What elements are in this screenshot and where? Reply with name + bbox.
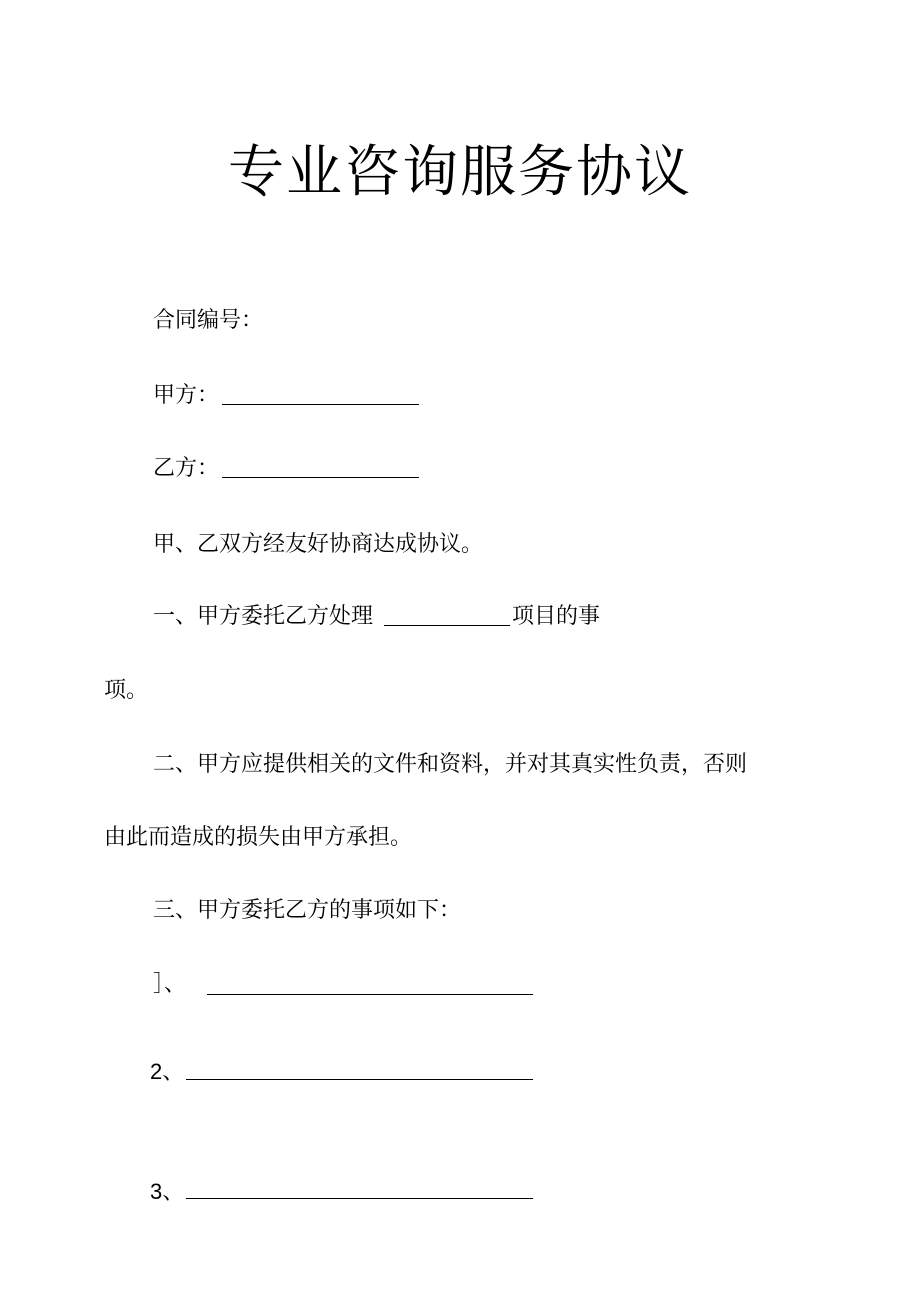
party-b-label: 乙方： (153, 456, 220, 481)
item-2-blank[interactable] (186, 1079, 533, 1080)
contract-number-label: 合同编号： (153, 308, 264, 333)
clause2-line2: 由此而造成的损失由甲方承担。 (104, 825, 413, 850)
clause1-text-start: 一、甲方委托乙方处理 (153, 604, 374, 629)
clause1-continuation: 项。 (104, 678, 149, 703)
party-b-blank[interactable] (222, 477, 419, 478)
item-1-blank[interactable] (207, 994, 533, 995)
clause2-line1: 二、甲方应提供相关的文件和资料，并对其真实性负责，否则 (153, 752, 748, 777)
item-1-label: ］、 (153, 972, 187, 997)
item-2-label: 2、 (150, 1059, 185, 1084)
party-a-blank[interactable] (222, 404, 419, 405)
intro-paragraph: 甲、乙双方经友好协商达成协议。 (153, 532, 484, 557)
party-a-label: 甲方： (153, 383, 220, 408)
clause3-heading: 三、甲方委托乙方的事项如下： (153, 898, 462, 923)
item-3-label: 3、 (150, 1179, 185, 1204)
clause1-text-end: 项目的事 (512, 604, 601, 629)
document-title: 专业咨询服务协议 (228, 140, 692, 205)
item-3-blank[interactable] (186, 1198, 533, 1199)
clause1-project-blank[interactable] (384, 625, 510, 626)
